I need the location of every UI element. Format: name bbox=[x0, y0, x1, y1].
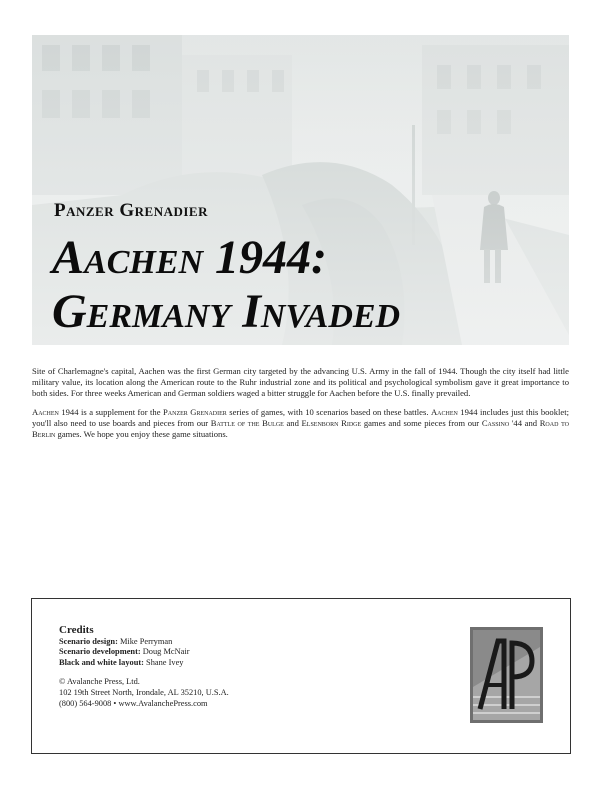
credit-label: Scenario design: bbox=[59, 636, 118, 646]
credits-heading: Credits bbox=[59, 624, 94, 636]
intro-game-title: Road to Berlin bbox=[32, 417, 569, 440]
intro-series-title: Panzer Grenadier bbox=[163, 406, 227, 417]
intro-text-run: games. We hope you enjoy these game situations. bbox=[55, 429, 228, 440]
intro-paragraph-2 bbox=[32, 407, 569, 441]
intro-text-run: is a supplement for the bbox=[78, 406, 163, 417]
credit-value: Mike Perryman bbox=[119, 636, 173, 646]
intro-text-run: and bbox=[283, 417, 302, 428]
series-name: Panzer Grenadier bbox=[54, 200, 208, 221]
credit-label: Black and white layout: bbox=[59, 657, 144, 667]
intro-text bbox=[32, 366, 569, 447]
logo-icon bbox=[470, 627, 543, 723]
intro-paragraph-1: Site of Charlemagne's capital, Aachen was the first German city targeted by the advancing U.S. Army in the fall of 1944. Though the city itself had little military value, its location along the American route to the Ruhr industrial zone and its political and psychological symbolism gave it great importance to both sides. For three weeks American and German soldiers waged a bitter struggle for Aachen before the U.S. finally prevailed. bbox=[32, 366, 569, 399]
page-title bbox=[52, 231, 400, 339]
credit-label: Scenario development: bbox=[59, 647, 141, 657]
credit-row bbox=[59, 658, 229, 669]
intro-text-run: games and some pieces from our bbox=[361, 417, 482, 428]
title-line-2: Germany Invaded bbox=[52, 285, 401, 338]
company-name: © Avalanche Press, Ltd. bbox=[59, 677, 140, 687]
intro-game-title: Aachen 1944 bbox=[430, 406, 478, 417]
intro-game-title: Elsenborn Ridge bbox=[301, 417, 362, 428]
company-address: 102 19th Street North, Irondale, AL 35210, U.S.A. bbox=[59, 687, 229, 697]
intro-game-title: Cassino '44 bbox=[481, 417, 522, 428]
credit-row bbox=[59, 637, 229, 648]
credit-row bbox=[59, 647, 229, 658]
credit-value: Doug McNair bbox=[142, 647, 190, 657]
credit-value: Shane Ivey bbox=[146, 657, 184, 667]
avalanche-press-logo bbox=[470, 627, 543, 723]
intro-game-title: Battle of the Bulge bbox=[210, 417, 284, 428]
intro-text-run: and bbox=[522, 417, 540, 428]
cover-photo bbox=[32, 35, 569, 345]
credits-box bbox=[31, 598, 571, 754]
title-line-1: Aachen 1944: bbox=[52, 231, 328, 284]
company-contact: (800) 564-9008 • www.AvalanchePress.com bbox=[59, 698, 208, 708]
intro-text-run: includes just this booklet; you'll also need to use boards and pieces from our bbox=[32, 406, 569, 428]
credits-text bbox=[59, 625, 229, 709]
intro-text-run: series of games, with 10 scenarios based on these battles. bbox=[226, 406, 431, 417]
intro-game-title: Aachen 1944 bbox=[32, 406, 79, 417]
